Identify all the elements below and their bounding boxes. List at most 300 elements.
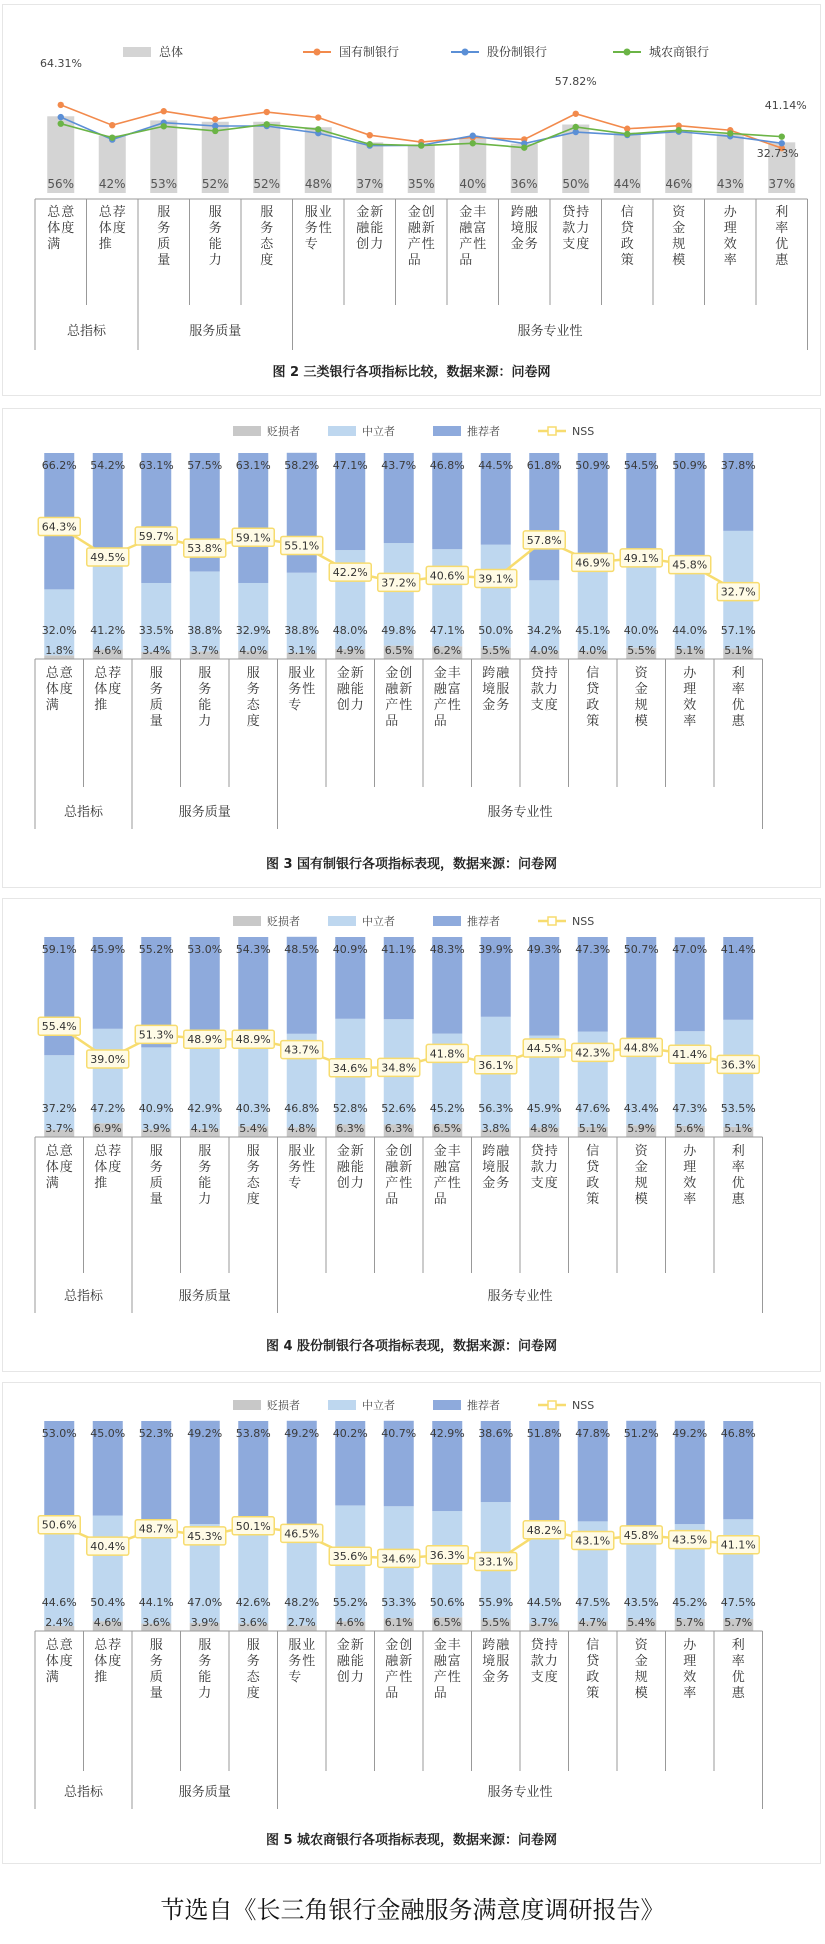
- detractor-label: 6.1%: [384, 1616, 413, 1629]
- neutral-label: 44.0%: [672, 624, 708, 637]
- figure-3-caption: 图 3 国有制银行各项指标表现，数据来源：问卷网: [265, 857, 558, 872]
- category-label-10: 度: [544, 698, 558, 713]
- category-label-12: 金: [672, 221, 686, 236]
- detractor-label: 5.1%: [724, 1122, 753, 1135]
- group-label-1: 服务质量: [178, 1785, 231, 1800]
- category-label-4: 度: [246, 1192, 260, 1207]
- category-label-4: 务: [260, 221, 274, 236]
- category-label-3: 力: [198, 1192, 212, 1207]
- category-label-0: 体: [45, 1160, 59, 1175]
- figure-2-chart: [3, 5, 820, 397]
- nss-label: 43.7%: [284, 1043, 320, 1057]
- category-label-11: 策: [586, 714, 600, 729]
- category-label-7: 新: [399, 1654, 413, 1669]
- category-label-3: 力: [198, 1686, 212, 1701]
- category-label-14: 率: [731, 1654, 745, 1669]
- promoter-label: 43.7%: [381, 459, 417, 472]
- promoter-label: 39.9%: [478, 943, 514, 956]
- category-label-10: 贷: [562, 205, 576, 220]
- category-label-10: 力: [544, 682, 558, 697]
- group-label-1: 服务质量: [189, 324, 242, 339]
- nss-label: 59.7%: [138, 530, 174, 544]
- category-label-6: 能: [370, 221, 384, 236]
- category-label-0: 体: [47, 221, 61, 236]
- detractor-label: 5.1%: [724, 644, 753, 657]
- category-label-6: 融: [356, 221, 370, 236]
- nss-label: 51.3%: [138, 1028, 174, 1042]
- nss-label: 42.3%: [575, 1046, 611, 1060]
- line-2-point: [212, 128, 218, 134]
- category-label-13: 办: [723, 205, 737, 220]
- nss-label: 37.2%: [381, 576, 417, 590]
- neutral-label: 53.3%: [381, 1596, 417, 1609]
- category-label-10: 度: [576, 237, 590, 252]
- promoter-bar: [529, 453, 559, 580]
- category-label-1: 总: [94, 1638, 108, 1653]
- neutral-label: 47.3%: [672, 1102, 708, 1115]
- category-label-6: 能: [350, 1654, 364, 1669]
- figure-5-caption: 图 5 城农商银行各项指标表现，数据来源：问卷网: [265, 1833, 558, 1848]
- category-label-7: 创: [399, 666, 413, 681]
- category-label-4: 务: [246, 1160, 260, 1175]
- promoter-label: 61.8%: [526, 459, 562, 472]
- category-label-7: 产: [385, 1670, 399, 1685]
- line-0-point: [264, 109, 270, 115]
- category-label-8: 丰: [473, 205, 487, 220]
- overall-bar-label: 48%: [304, 177, 332, 191]
- category-label-1: 体: [94, 682, 108, 697]
- neutral-bar: [287, 573, 317, 653]
- category-label-8: 富: [447, 682, 461, 697]
- legend-marker-3: [548, 1401, 556, 1409]
- category-label-9: 融: [496, 666, 510, 681]
- detractor-label: 4.8%: [530, 1122, 559, 1135]
- category-label-7: 性: [399, 1176, 413, 1191]
- category-label-0: 总: [45, 666, 59, 681]
- promoter-label: 40.2%: [332, 1427, 368, 1440]
- neutral-label: 56.3%: [478, 1102, 514, 1115]
- legend-swatch-0: [233, 916, 261, 926]
- nss-label: 48.9%: [187, 1033, 223, 1047]
- promoter-label: 51.8%: [526, 1427, 562, 1440]
- category-label-13: 率: [683, 1192, 697, 1207]
- category-label-5: 专: [304, 237, 318, 252]
- group-label-2: 服务专业性: [517, 324, 583, 339]
- category-label-7: 金: [407, 205, 421, 220]
- category-label-0: 意: [59, 666, 73, 681]
- category-label-9: 金: [510, 237, 524, 252]
- legend-label-1: 中立者: [362, 425, 395, 438]
- nss-label: 41.4%: [672, 1048, 708, 1062]
- detractor-label: 3.7%: [45, 1122, 74, 1135]
- category-label-0: 总: [45, 1144, 59, 1159]
- category-label-9: 务: [496, 1670, 510, 1685]
- promoter-label: 47.3%: [575, 943, 611, 956]
- promoter-bar: [141, 453, 171, 583]
- neutral-label: 50.0%: [478, 624, 514, 637]
- category-label-9: 务: [524, 237, 538, 252]
- category-label-14: 惠: [731, 714, 745, 729]
- line-2-point: [470, 140, 476, 146]
- category-label-6: 创: [336, 698, 350, 713]
- legend-swatch-2: [433, 426, 461, 436]
- category-label-5: 性: [302, 1654, 316, 1669]
- category-label-7: 性: [399, 698, 413, 713]
- category-label-12: 模: [672, 253, 686, 268]
- line-0-point: [367, 132, 373, 138]
- detractor-label: 4.8%: [287, 1122, 316, 1135]
- category-label-7: 融: [385, 682, 399, 697]
- detractor-label: 6.5%: [433, 1122, 462, 1135]
- neutral-label: 52.6%: [381, 1102, 417, 1115]
- detractor-label: 3.1%: [287, 644, 316, 657]
- neutral-label: 45.2%: [672, 1596, 708, 1609]
- detractor-label: 6.5%: [433, 1616, 462, 1629]
- category-label-8: 品: [433, 714, 447, 729]
- category-label-13: 效: [723, 237, 737, 252]
- promoter-label: 47.0%: [672, 943, 708, 956]
- category-label-5: 服: [304, 205, 318, 220]
- promoter-label: 53.8%: [235, 1427, 271, 1440]
- figure-3-panel: [2, 408, 821, 888]
- category-label-13: 效: [683, 698, 697, 713]
- detractor-label: 5.1%: [578, 1122, 607, 1135]
- annotation-state-max: 64.31%: [40, 57, 82, 70]
- detractor-label: 5.9%: [627, 1122, 656, 1135]
- neutral-label: 33.5%: [138, 624, 174, 637]
- overall-bar-label: 46%: [665, 177, 693, 191]
- category-label-8: 富: [473, 221, 487, 236]
- promoter-label: 57.5%: [187, 459, 223, 472]
- category-label-7: 新: [421, 221, 435, 236]
- category-label-11: 策: [586, 1686, 600, 1701]
- category-label-8: 金: [433, 666, 447, 681]
- category-label-5: 务: [288, 682, 302, 697]
- category-label-11: 贷: [586, 1160, 600, 1175]
- category-label-7: 性: [421, 237, 435, 252]
- nss-label: 36.3%: [720, 1058, 756, 1072]
- overall-bar-label: 52%: [201, 177, 229, 191]
- promoter-label: 41.4%: [720, 943, 756, 956]
- category-label-5: 务: [304, 221, 318, 236]
- category-label-2: 服: [157, 205, 171, 220]
- category-label-7: 品: [385, 714, 399, 729]
- category-label-10: 力: [544, 1654, 558, 1669]
- category-label-14: 惠: [731, 1686, 745, 1701]
- category-label-12: 金: [634, 682, 648, 697]
- group-label-1: 服务质量: [178, 805, 231, 820]
- category-label-4: 态: [246, 1176, 260, 1191]
- category-label-13: 率: [723, 253, 737, 268]
- neutral-bar: [141, 1531, 171, 1624]
- category-label-5: 业: [302, 1638, 316, 1653]
- category-label-10: 支: [530, 698, 544, 713]
- legend-swatch-1: [328, 426, 356, 436]
- detractor-label: 2.7%: [287, 1616, 316, 1629]
- legend-swatch-2: [433, 1400, 461, 1410]
- category-label-11: 贷: [586, 682, 600, 697]
- line-0-point: [212, 116, 218, 122]
- legend-label-1: 中立者: [362, 915, 395, 928]
- promoter-label: 49.2%: [187, 1427, 223, 1440]
- annotation-rural-rate: 41.14%: [764, 99, 807, 112]
- legend-label-3: NSS: [572, 425, 595, 438]
- overall-bar-label: 37%: [356, 177, 384, 191]
- detractor-label: 6.9%: [93, 1122, 122, 1135]
- category-label-6: 金: [336, 1638, 350, 1653]
- category-label-1: 荐: [108, 1144, 122, 1159]
- category-label-10: 支: [530, 1670, 544, 1685]
- overall-bar-label: 56%: [47, 177, 75, 191]
- category-label-2: 质: [149, 1176, 163, 1191]
- category-label-14: 利: [775, 205, 789, 220]
- neutral-bar: [190, 1043, 220, 1129]
- category-label-4: 服: [246, 1638, 260, 1653]
- group-label-2: 服务专业性: [487, 1785, 553, 1800]
- detractor-label: 4.7%: [578, 1616, 607, 1629]
- promoter-label: 63.1%: [235, 459, 271, 472]
- line-2-point: [521, 144, 527, 150]
- category-label-9: 服: [496, 1160, 510, 1175]
- category-label-0: 意: [59, 1144, 73, 1159]
- promoter-label: 66.2%: [41, 459, 77, 472]
- promoter-label: 40.7%: [381, 1427, 417, 1440]
- category-label-8: 性: [447, 698, 461, 713]
- category-label-2: 务: [149, 1160, 163, 1175]
- legend-swatch-0: [233, 426, 261, 436]
- neutral-label: 55.2%: [332, 1596, 368, 1609]
- category-label-14: 率: [775, 221, 789, 236]
- nss-label: 43.1%: [575, 1534, 611, 1548]
- category-label-11: 信: [586, 666, 600, 681]
- line-2-point: [727, 130, 733, 136]
- category-label-8: 融: [433, 682, 447, 697]
- category-label-6: 能: [350, 682, 364, 697]
- category-label-11: 贷: [586, 1654, 600, 1669]
- figure-5-chart: [3, 1383, 820, 1865]
- figure-5-panel: [2, 1382, 821, 1864]
- promoter-label: 49.3%: [526, 943, 562, 956]
- category-label-10: 贷: [530, 666, 544, 681]
- category-label-7: 产: [385, 1176, 399, 1191]
- nss-label: 40.4%: [90, 1540, 126, 1554]
- overall-bar-label: 43%: [716, 177, 744, 191]
- nss-label: 46.5%: [284, 1527, 320, 1541]
- line-2-point: [418, 142, 424, 148]
- category-label-13: 理: [683, 1160, 697, 1175]
- category-label-9: 融: [496, 1638, 510, 1653]
- category-label-7: 品: [385, 1192, 399, 1207]
- category-label-2: 务: [149, 682, 163, 697]
- legend-swatch-2: [433, 916, 461, 926]
- line-2-point: [573, 124, 579, 130]
- category-label-7: 产: [385, 698, 399, 713]
- line-2-point: [264, 121, 270, 127]
- category-label-1: 推: [94, 698, 108, 713]
- legend-marker-3: [548, 427, 556, 435]
- category-label-3: 能: [198, 1176, 212, 1191]
- neutral-label: 48.2%: [284, 1596, 320, 1609]
- category-label-8: 产: [433, 1176, 447, 1191]
- category-label-10: 度: [544, 1670, 558, 1685]
- category-label-0: 满: [45, 1176, 59, 1191]
- category-label-0: 满: [45, 698, 59, 713]
- nss-label: 48.2%: [526, 1523, 562, 1537]
- category-label-3: 服: [198, 1638, 212, 1653]
- group-label-0: 总指标: [63, 1785, 104, 1800]
- category-label-14: 利: [731, 1638, 745, 1653]
- category-label-9: 跨: [482, 1144, 496, 1159]
- overall-bar-label: 36%: [510, 177, 538, 191]
- neutral-bar: [190, 571, 220, 651]
- category-label-5: 务: [288, 1654, 302, 1669]
- overall-bar-label: 44%: [613, 177, 641, 191]
- nss-label: 48.7%: [138, 1522, 174, 1536]
- nss-label: 36.1%: [478, 1058, 514, 1072]
- category-label-6: 新: [350, 1144, 364, 1159]
- category-label-12: 规: [634, 1670, 648, 1685]
- category-label-8: 富: [447, 1160, 461, 1175]
- nss-label: 48.9%: [235, 1033, 271, 1047]
- promoter-label: 54.2%: [90, 459, 126, 472]
- category-label-10: 支: [530, 1176, 544, 1191]
- nss-label: 41.1%: [720, 1538, 756, 1552]
- neutral-label: 42.9%: [187, 1102, 223, 1115]
- detractor-label: 5.5%: [481, 644, 510, 657]
- legend-label-3: NSS: [572, 1399, 595, 1412]
- neutral-bar: [44, 1055, 74, 1129]
- neutral-label: 40.0%: [623, 624, 659, 637]
- category-label-6: 新: [370, 205, 384, 220]
- detractor-label: 6.3%: [384, 1122, 413, 1135]
- category-label-1: 体: [94, 1160, 108, 1175]
- nss-label: 49.5%: [90, 551, 126, 565]
- promoter-label: 42.9%: [429, 1427, 465, 1440]
- promoter-label: 49.2%: [672, 1427, 708, 1440]
- category-label-6: 融: [336, 1160, 350, 1175]
- promoter-label: 37.8%: [720, 459, 756, 472]
- category-label-6: 能: [350, 1160, 364, 1175]
- category-label-7: 新: [399, 682, 413, 697]
- detractor-label: 4.6%: [336, 1616, 365, 1629]
- legend-label-2: 推荐者: [467, 915, 500, 928]
- category-label-9: 服: [524, 221, 538, 236]
- legend-label-0: 贬损者: [267, 915, 300, 928]
- category-label-9: 融: [524, 205, 538, 220]
- nss-label: 57.8%: [526, 533, 562, 547]
- neutral-label: 38.8%: [284, 624, 320, 637]
- line-0-point: [58, 102, 64, 108]
- neutral-label: 49.8%: [381, 624, 417, 637]
- promoter-label: 50.9%: [575, 459, 611, 472]
- neutral-label: 45.2%: [429, 1102, 465, 1115]
- nss-label: 35.6%: [332, 1550, 368, 1564]
- nss-label: 39.1%: [478, 572, 514, 586]
- legend-swatch-1: [328, 916, 356, 926]
- category-label-13: 理: [683, 1654, 697, 1669]
- category-label-12: 资: [634, 1144, 648, 1159]
- category-label-1: 总: [94, 666, 108, 681]
- category-label-8: 品: [433, 1686, 447, 1701]
- line-2-point: [315, 126, 321, 132]
- category-label-12: 规: [634, 698, 648, 713]
- category-label-0: 意: [59, 1638, 73, 1653]
- category-label-8: 丰: [447, 1144, 461, 1159]
- line-0-point: [109, 122, 115, 128]
- legend-label-0: 贬损者: [267, 425, 300, 438]
- figure-4-panel: [2, 898, 821, 1372]
- category-label-10: 持: [544, 666, 558, 681]
- promoter-label: 59.1%: [41, 943, 77, 956]
- neutral-label: 47.6%: [575, 1102, 611, 1115]
- nss-label: 34.6%: [381, 1552, 417, 1566]
- category-label-3: 能: [198, 698, 212, 713]
- neutral-bar: [529, 1530, 559, 1623]
- category-label-14: 利: [731, 1144, 745, 1159]
- detractor-label: 3.7%: [190, 644, 219, 657]
- detractor-label: 5.7%: [724, 1616, 753, 1629]
- category-label-12: 资: [634, 666, 648, 681]
- category-label-4: 服: [260, 205, 274, 220]
- category-label-9: 境: [482, 1160, 496, 1175]
- neutral-label: 43.5%: [623, 1596, 659, 1609]
- neutral-label: 46.8%: [284, 1102, 320, 1115]
- promoter-label: 48.3%: [429, 943, 465, 956]
- category-label-6: 融: [336, 682, 350, 697]
- category-label-3: 务: [198, 1654, 212, 1669]
- category-label-11: 政: [620, 237, 634, 252]
- neutral-label: 44.1%: [138, 1596, 174, 1609]
- promoter-label: 53.0%: [41, 1427, 77, 1440]
- detractor-label: 4.0%: [239, 644, 268, 657]
- neutral-label: 48.0%: [332, 624, 368, 637]
- annotation-state-loan: 57.82%: [554, 75, 597, 88]
- category-label-4: 务: [246, 1654, 260, 1669]
- category-label-6: 力: [350, 1176, 364, 1191]
- detractor-label: 3.9%: [190, 1616, 219, 1629]
- category-label-12: 资: [634, 1638, 648, 1653]
- promoter-label: 47.8%: [575, 1427, 611, 1440]
- promoter-label: 52.3%: [138, 1427, 174, 1440]
- detractor-label: 3.6%: [142, 1616, 171, 1629]
- category-label-6: 创: [336, 1176, 350, 1191]
- category-label-4: 态: [260, 237, 274, 252]
- category-label-12: 资: [672, 205, 686, 220]
- category-label-7: 产: [407, 237, 421, 252]
- category-label-7: 融: [385, 1654, 399, 1669]
- category-label-12: 模: [634, 1192, 648, 1207]
- category-label-14: 率: [731, 682, 745, 697]
- category-label-11: 信: [586, 1638, 600, 1653]
- category-label-8: 融: [433, 1160, 447, 1175]
- category-label-4: 服: [246, 666, 260, 681]
- category-label-0: 满: [47, 237, 61, 252]
- category-label-8: 融: [433, 1654, 447, 1669]
- nss-label: 45.8%: [672, 558, 708, 572]
- promoter-label: 53.0%: [187, 943, 223, 956]
- nss-label: 45.3%: [187, 1529, 223, 1543]
- promoter-label: 48.5%: [284, 943, 320, 956]
- category-label-11: 贷: [620, 221, 634, 236]
- figure-2-caption: 图 2 三类银行各项指标比较，数据来源：问卷网: [272, 365, 551, 380]
- legend-label-3: 城农商银行: [649, 45, 710, 59]
- promoter-label: 49.2%: [284, 1427, 320, 1440]
- promoter-label: 54.3%: [235, 943, 271, 956]
- category-label-8: 金: [433, 1144, 447, 1159]
- neutral-bar: [141, 1047, 171, 1129]
- category-label-8: 金: [433, 1638, 447, 1653]
- category-label-5: 性: [302, 1160, 316, 1175]
